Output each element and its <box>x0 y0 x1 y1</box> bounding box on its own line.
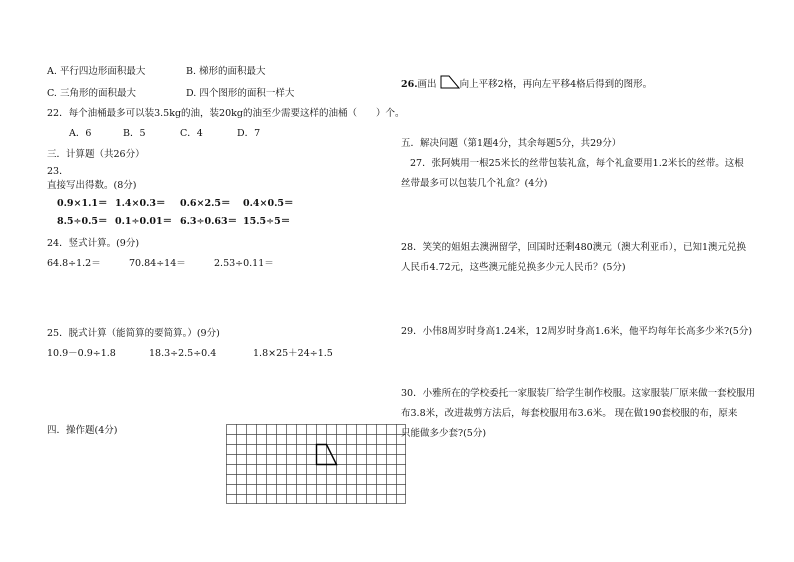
q22-option-c: C．4 <box>180 128 203 139</box>
q28-line-2: 人民币4.72元，这些澳元能兑换多少元人民币？(5分) <box>401 262 626 273</box>
section-5-heading: 五．解决问题（第1题4分，其余每题5分，共29分） <box>401 138 622 149</box>
option-b-letter: B. <box>186 66 197 77</box>
q26-post: 向上平移2格，再向左平移4格后得到的图形。 <box>459 79 653 90</box>
section-4-heading: 四．操作题(4分) <box>47 425 118 436</box>
option-c-text: 三角形的面积最大 <box>59 88 136 99</box>
q22-option-a: A．6 <box>69 128 92 139</box>
option-d-text: 四个图形的面积一样大 <box>199 88 295 99</box>
q25-item: 18.3÷2.5÷0.4 <box>149 348 217 359</box>
q25-title: 25．脱式计算（能简算的要简算。）(9分) <box>47 328 220 339</box>
q23-item: 15.5÷5＝ <box>243 216 291 227</box>
option-d-letter: D. <box>186 88 197 99</box>
q23-item: 6.3÷0.63＝ <box>180 216 238 227</box>
square-grid <box>226 424 406 504</box>
q27-line-1: 27．张阿姨用一根25米长的丝带包装礼盒，每个礼盒要用1.2米长的丝带。这根 <box>410 158 744 169</box>
q23-item: 0.4×0.5＝ <box>243 198 294 209</box>
option-c-letter: C. <box>47 88 57 99</box>
option-d <box>186 88 294 100</box>
option-a-letter: A. <box>47 66 57 77</box>
q28-line-1: 28．笑笑的姐姐去澳洲留学，回国时还剩480澳元（澳大利亚币），已知1澳元兑换 <box>401 242 747 253</box>
q30-line-3: 只能做多少套?(5分) <box>401 428 487 439</box>
q30-line-1: 30．小雅所在的学校委托一家服装厂给学生制作校服。这家服装厂原来做一套校服用 <box>401 388 756 399</box>
q26-pre: 画出 <box>417 79 437 90</box>
q24-title: 24．竖式计算。(9分) <box>47 238 140 249</box>
q24-item: 64.8÷1.2＝ <box>47 258 101 269</box>
q23-instruction: 直接写出得数。(8分) <box>47 180 137 191</box>
q24-item: 70.84÷14＝ <box>129 258 186 269</box>
q29-line-1: 29．小伟8周岁时身高1.24米，12周岁时身高1.6米，他平均每年长高多少米?(5分) <box>401 326 753 337</box>
q25-item: 1.8×25＋24÷1.5 <box>253 348 333 359</box>
section-3-heading: 三．计算题（共26分） <box>47 149 145 160</box>
q23-item: 0.9×1.1＝ <box>57 198 108 209</box>
q23-item: 0.1÷0.01＝ <box>115 216 173 227</box>
option-a <box>47 66 145 78</box>
q23-item: 0.6×2.5＝ <box>180 198 231 209</box>
q22-option-d: D．7 <box>237 128 261 139</box>
option-c <box>47 88 136 100</box>
q24-item: 2.53÷0.11＝ <box>214 258 274 269</box>
q22-stem: 22．每个油桶最多可以装3.5kg的油，装20kg的油至少需要这样的油桶（ ）个。 <box>47 108 405 119</box>
option-b-text: 梯形的面积最大 <box>199 66 266 77</box>
q23-item: 1.4×0.3＝ <box>115 198 166 209</box>
q26-line <box>401 75 652 91</box>
q27-line-2: 丝带最多可以包装几个礼盒？(4分) <box>401 178 548 189</box>
option-b <box>186 66 266 78</box>
grid-svg <box>226 424 406 504</box>
q25-item: 10.9－0.9÷1.8 <box>47 348 116 359</box>
q26-number: 26. <box>401 79 418 90</box>
trapezoid-icon <box>440 75 460 89</box>
q22-option-b: B．5 <box>123 128 146 139</box>
q23-number: 23． <box>47 166 69 177</box>
q23-item: 8.5÷0.5＝ <box>57 216 108 227</box>
option-a-text: 平行四边形面积最大 <box>59 66 146 77</box>
q30-line-2: 布3.8米，改进裁剪方法后，每套校服用布3.6米。 现在做190套校服的布，原来 <box>401 408 738 419</box>
